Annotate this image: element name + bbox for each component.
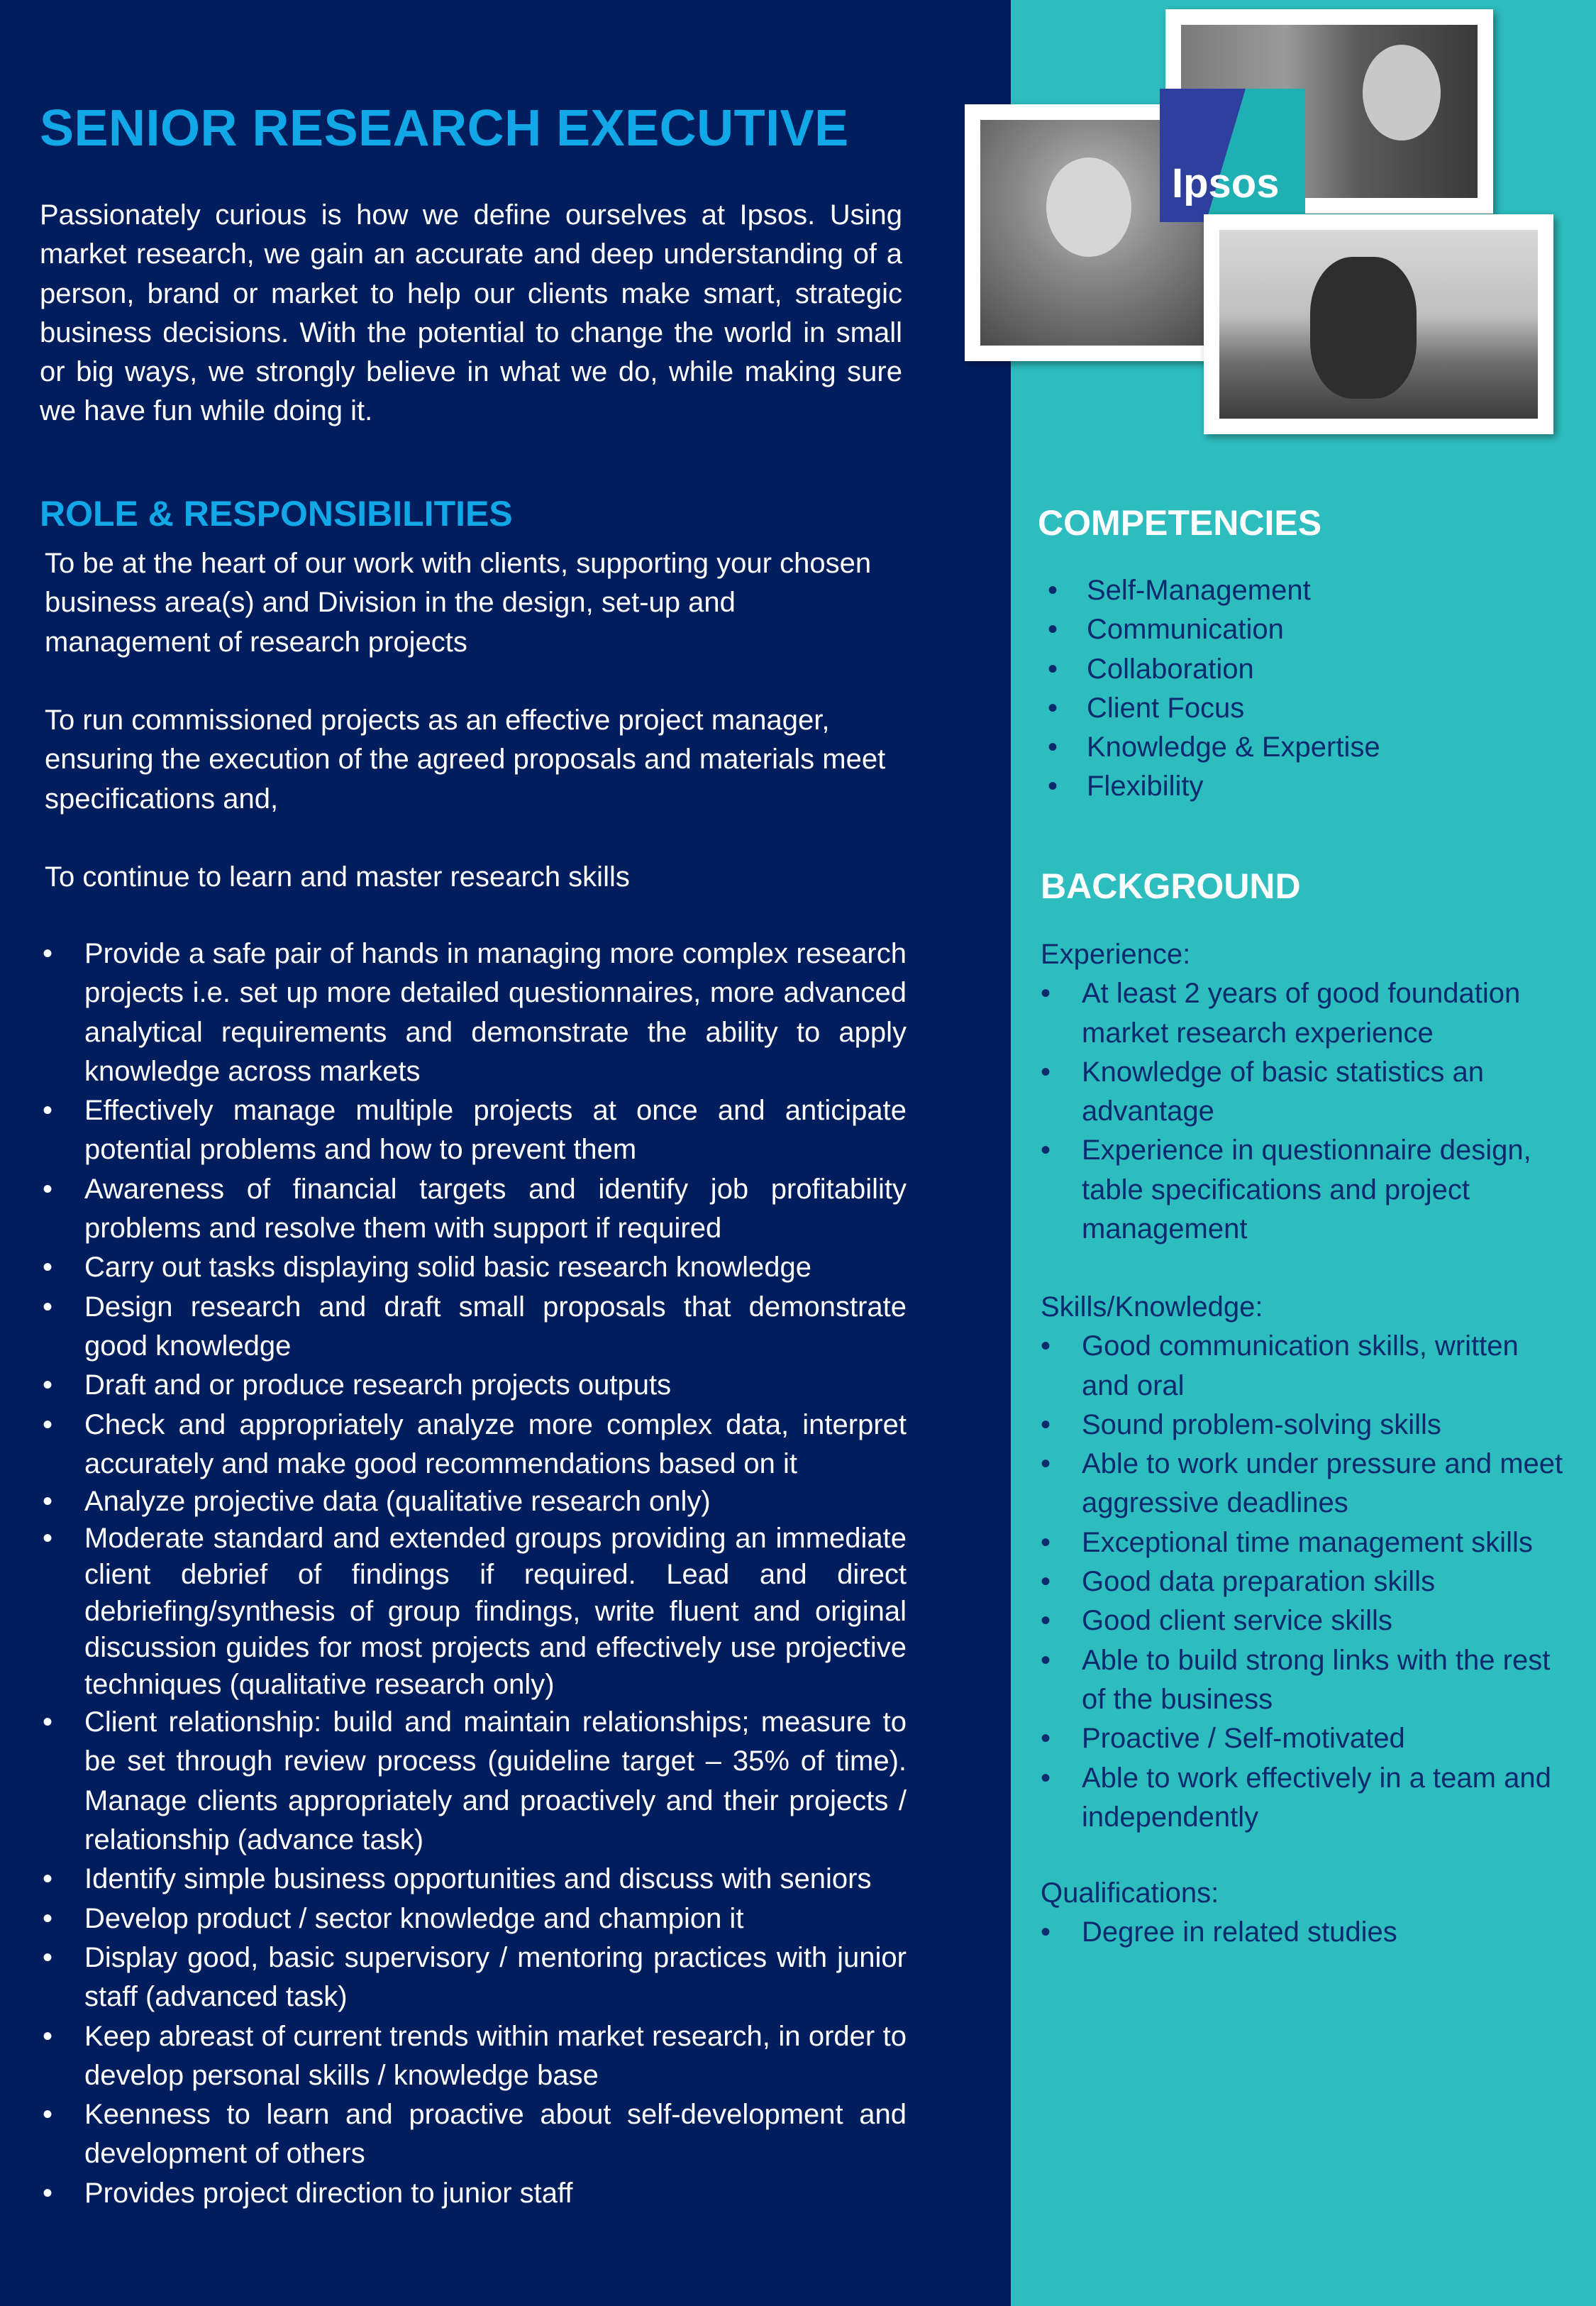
list-item: • Develop product / sector knowledge and champion it (40, 1899, 907, 1938)
list-item: • Good communication skills, written and oral (1041, 1327, 1565, 1406)
list-item: • Client Focus (1041, 689, 1380, 728)
list-item: • Keenness to learn and proactive about self-development and development of others (40, 2095, 907, 2174)
experience-section (1041, 935, 1565, 1249)
list-item: • Knowledge & Expertise (1041, 728, 1380, 767)
list-item: • Effectively manage multiple projects at once and anticipate potential problems and how to prevent them (40, 1091, 907, 1170)
role-paragraph-2: To run commissioned projects as an effective project manager, ensuring the execution of the agreed proposals and materials meet specifications and, (45, 705, 886, 815)
competencies-heading: COMPETENCIES (1038, 503, 1322, 543)
skills-section (1041, 1288, 1565, 1837)
qualifications-section (1041, 1874, 1565, 1953)
list-item: • Knowledge of basic statistics an advantage (1041, 1053, 1565, 1132)
list-item: • Degree in related studies (1041, 1913, 1565, 1952)
ipsos-logo-text: Ipsos (1172, 160, 1280, 206)
list-item: • Able to build strong links with the rest of the business (1041, 1641, 1565, 1720)
list-item: • Flexibility (1041, 767, 1380, 806)
list-item: • At least 2 years of good foundation market research experience (1041, 974, 1565, 1053)
list-item: • Able to work under pressure and meet aggressive deadlines (1041, 1445, 1565, 1523)
responsibilities-list (40, 934, 907, 2213)
list-item: • Good data preparation skills (1041, 1562, 1565, 1601)
list-item: • Self-Management (1041, 571, 1380, 610)
background-heading: BACKGROUND (1041, 866, 1301, 906)
list-item: • Proactive / Self-motivated (1041, 1719, 1565, 1758)
page-title: SENIOR RESEARCH EXECUTIVE (40, 100, 849, 157)
list-item: • Sound problem-solving skills (1041, 1406, 1565, 1445)
list-item: • Able to work effectively in a team and independently (1041, 1759, 1565, 1838)
list-item: • Display good, basic supervisory / mentoring practices with junior staff (advanced task) (40, 1938, 907, 2017)
list-item: • Analyze projective data (qualitative research only) (40, 1484, 907, 1521)
list-item: • Experience in questionnaire design, table specifications and project management (1041, 1131, 1565, 1249)
role-heading: ROLE & RESPONSIBILITIES (40, 494, 513, 534)
competencies-list (1041, 571, 1380, 807)
list-item: • Client relationship: build and maintain relationships; measure to be set through review process (guideline target – 35% of time). Manage clients appropriately and proactively and their projects / relationship (advance task) (40, 1703, 907, 1860)
list-item: • Check and appropriately analyze more complex data, interpret accurately and make good recommendations based on it (40, 1406, 907, 1484)
list-item: • Design research and draft small proposals that demonstrate good knowledge (40, 1288, 907, 1367)
skills-label: Skills/Knowledge: (1041, 1291, 1263, 1323)
list-item: • Moderate standard and extended groups providing an immediate client debrief of findings if required. Lead and direct debriefing/synthesis of group findings, write fluent and original discussion guides for most projects and effectively use projective techniques (qualitative research only) (40, 1521, 907, 1704)
list-item: • Provide a safe pair of hands in managing more complex research projects i.e. set up more detailed questionnaires, more advanced analytical requirements and demonstrate the ability to apply knowledge across markets (40, 934, 907, 1091)
list-item: • Awareness of financial targets and identify job profitability problems and resolve them with support if required (40, 1170, 907, 1249)
list-item: • Communication (1041, 610, 1380, 649)
role-paragraph-3: To continue to learn and master research skills (45, 861, 630, 893)
list-item: • Draft and or produce research projects outputs (40, 1366, 907, 1405)
list-item: • Provides project direction to junior staff (40, 2174, 907, 2213)
list-item: • Identify simple business opportunities and discuss with seniors (40, 1860, 907, 1899)
qualifications-label: Qualifications: (1041, 1877, 1219, 1909)
experience-label: Experience: (1041, 939, 1191, 970)
role-paragraph-1: To be at the heart of our work with clients, supporting your chosen business area(s) and Division in the design, set-up and management of research projects (45, 548, 872, 658)
list-item: • Good client service skills (1041, 1601, 1565, 1640)
list-item: • Collaboration (1041, 650, 1380, 689)
intro-paragraph: Passionately curious is how we define ourselves at Ipsos. Using market research, we gain an accurate and deep understanding of a person, brand or market to help our clients make smart, strategic business decisions. With the potential to change the world in small or big ways, we strongly believe in what we do, while making sure we have fun while doing it. (40, 199, 902, 427)
list-item: • Exceptional time management skills (1041, 1523, 1565, 1562)
list-item: • Carry out tasks displaying solid basic research knowledge (40, 1248, 907, 1287)
photo-guitar-boy (1204, 214, 1553, 434)
list-item: • Keep abreast of current trends within market research, in order to develop personal skills / knowledge base (40, 2017, 907, 2096)
